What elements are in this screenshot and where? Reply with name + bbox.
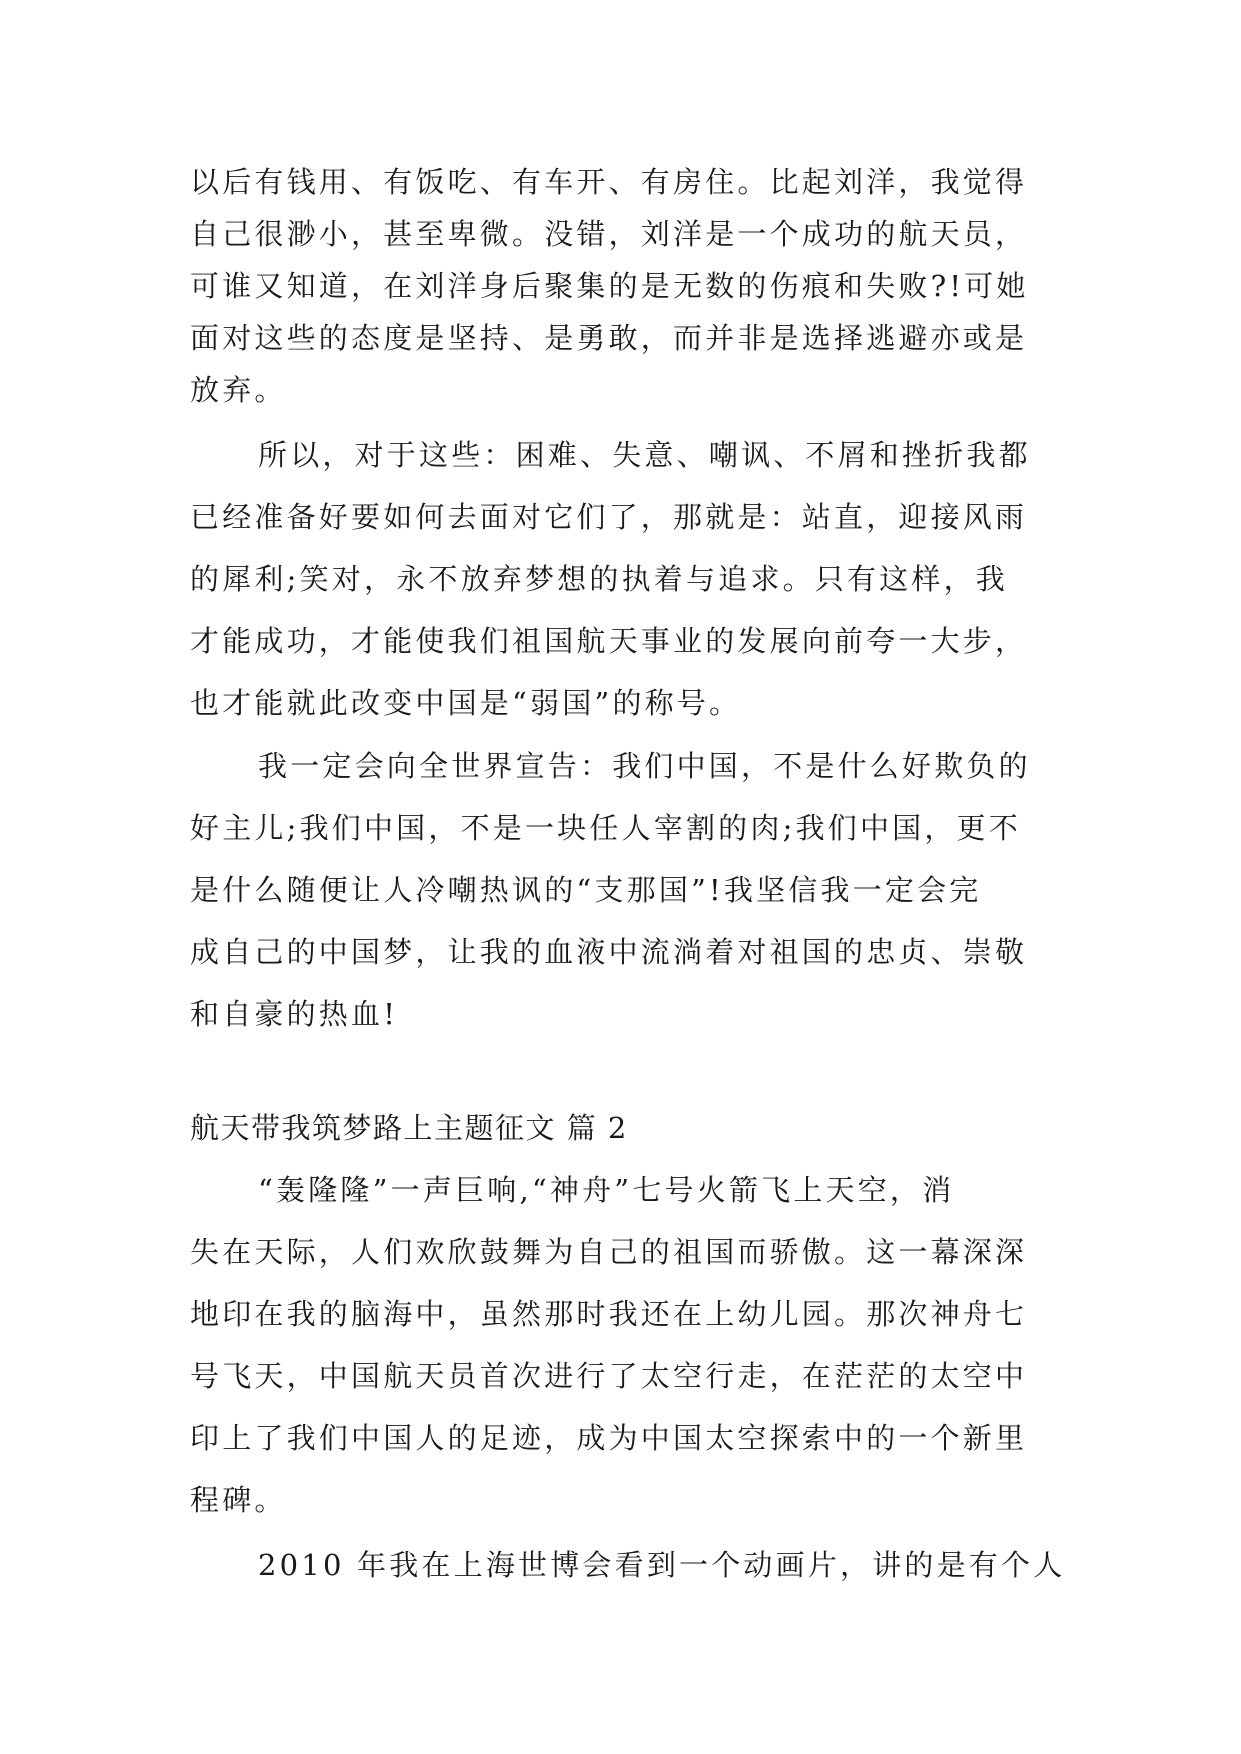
paragraph-start-line: “轰隆隆”一声巨响,“神舟”七号火箭飞上天空，消 [258, 1173, 955, 1207]
text-line: 失在天际，人们欢欣鼓舞为自己的祖国而骄傲。这一幕深深 [190, 1235, 1028, 1269]
text-line: 号飞天，中国航天员首次进行了太空行走，在茫茫的太空中 [190, 1359, 1028, 1393]
text-line: 的犀利;笑对，永不放弃梦想的执着与追求。只有这样，我 [190, 562, 1008, 596]
text-line: 好主儿;我们中国，不是一块任人宰割的肉;我们中国，更不 [190, 811, 1021, 845]
text-line: 程碑。 [190, 1483, 287, 1517]
text-line: 已经准备好要如何去面对它们了，那就是：站直，迎接风雨 [190, 500, 1028, 534]
text-line: 是什么随便让人冷嘲热讽的“支那国”!我坚信我一定会完 [190, 873, 982, 907]
text-line: 成自己的中国梦，让我的血液中流淌着对祖国的忠贞、崇敬 [190, 935, 1028, 969]
text-line: 也才能就此改变中国是“弱国”的称号。 [190, 686, 742, 720]
text-line: 地印在我的脑海中，虽然那时我还在上幼儿园。那次神舟七 [190, 1297, 1028, 1331]
text-line: 自己很渺小，甚至卑微。没错，刘洋是一个成功的航天员， [190, 217, 1028, 251]
paragraph-start-line: 2010 年我在上海世博会看到一个动画片，讲的是有个人 [258, 1548, 1066, 1582]
text-line: 放弃。 [190, 373, 287, 407]
section-heading: 航天带我筑梦路上主题征文 篇 2 [190, 1111, 628, 1145]
text-line: 以后有钱用、有饭吃、有车开、有房住。比起刘洋，我觉得 [190, 165, 1028, 199]
paragraph-start-line: 我一定会向全世界宣告：我们中国，不是什么好欺负的 [258, 749, 1031, 783]
text-line: 和自豪的热血! [190, 997, 399, 1031]
paragraph-start-line: 所以，对于这些：困难、失意、嘲讽、不屑和挫折我都 [258, 438, 1031, 472]
text-line: 才能成功，才能使我们祖国航天事业的发展向前夸一大步， [190, 624, 1028, 658]
text-line: 印上了我们中国人的足迹，成为中国太空探索中的一个新里 [190, 1421, 1028, 1455]
text-line: 面对这些的态度是坚持、是勇敢，而并非是选择逃避亦或是 [190, 321, 1028, 355]
text-line: 可谁又知道，在刘洋身后聚集的是无数的伤痕和失败?!可她 [190, 269, 1029, 303]
